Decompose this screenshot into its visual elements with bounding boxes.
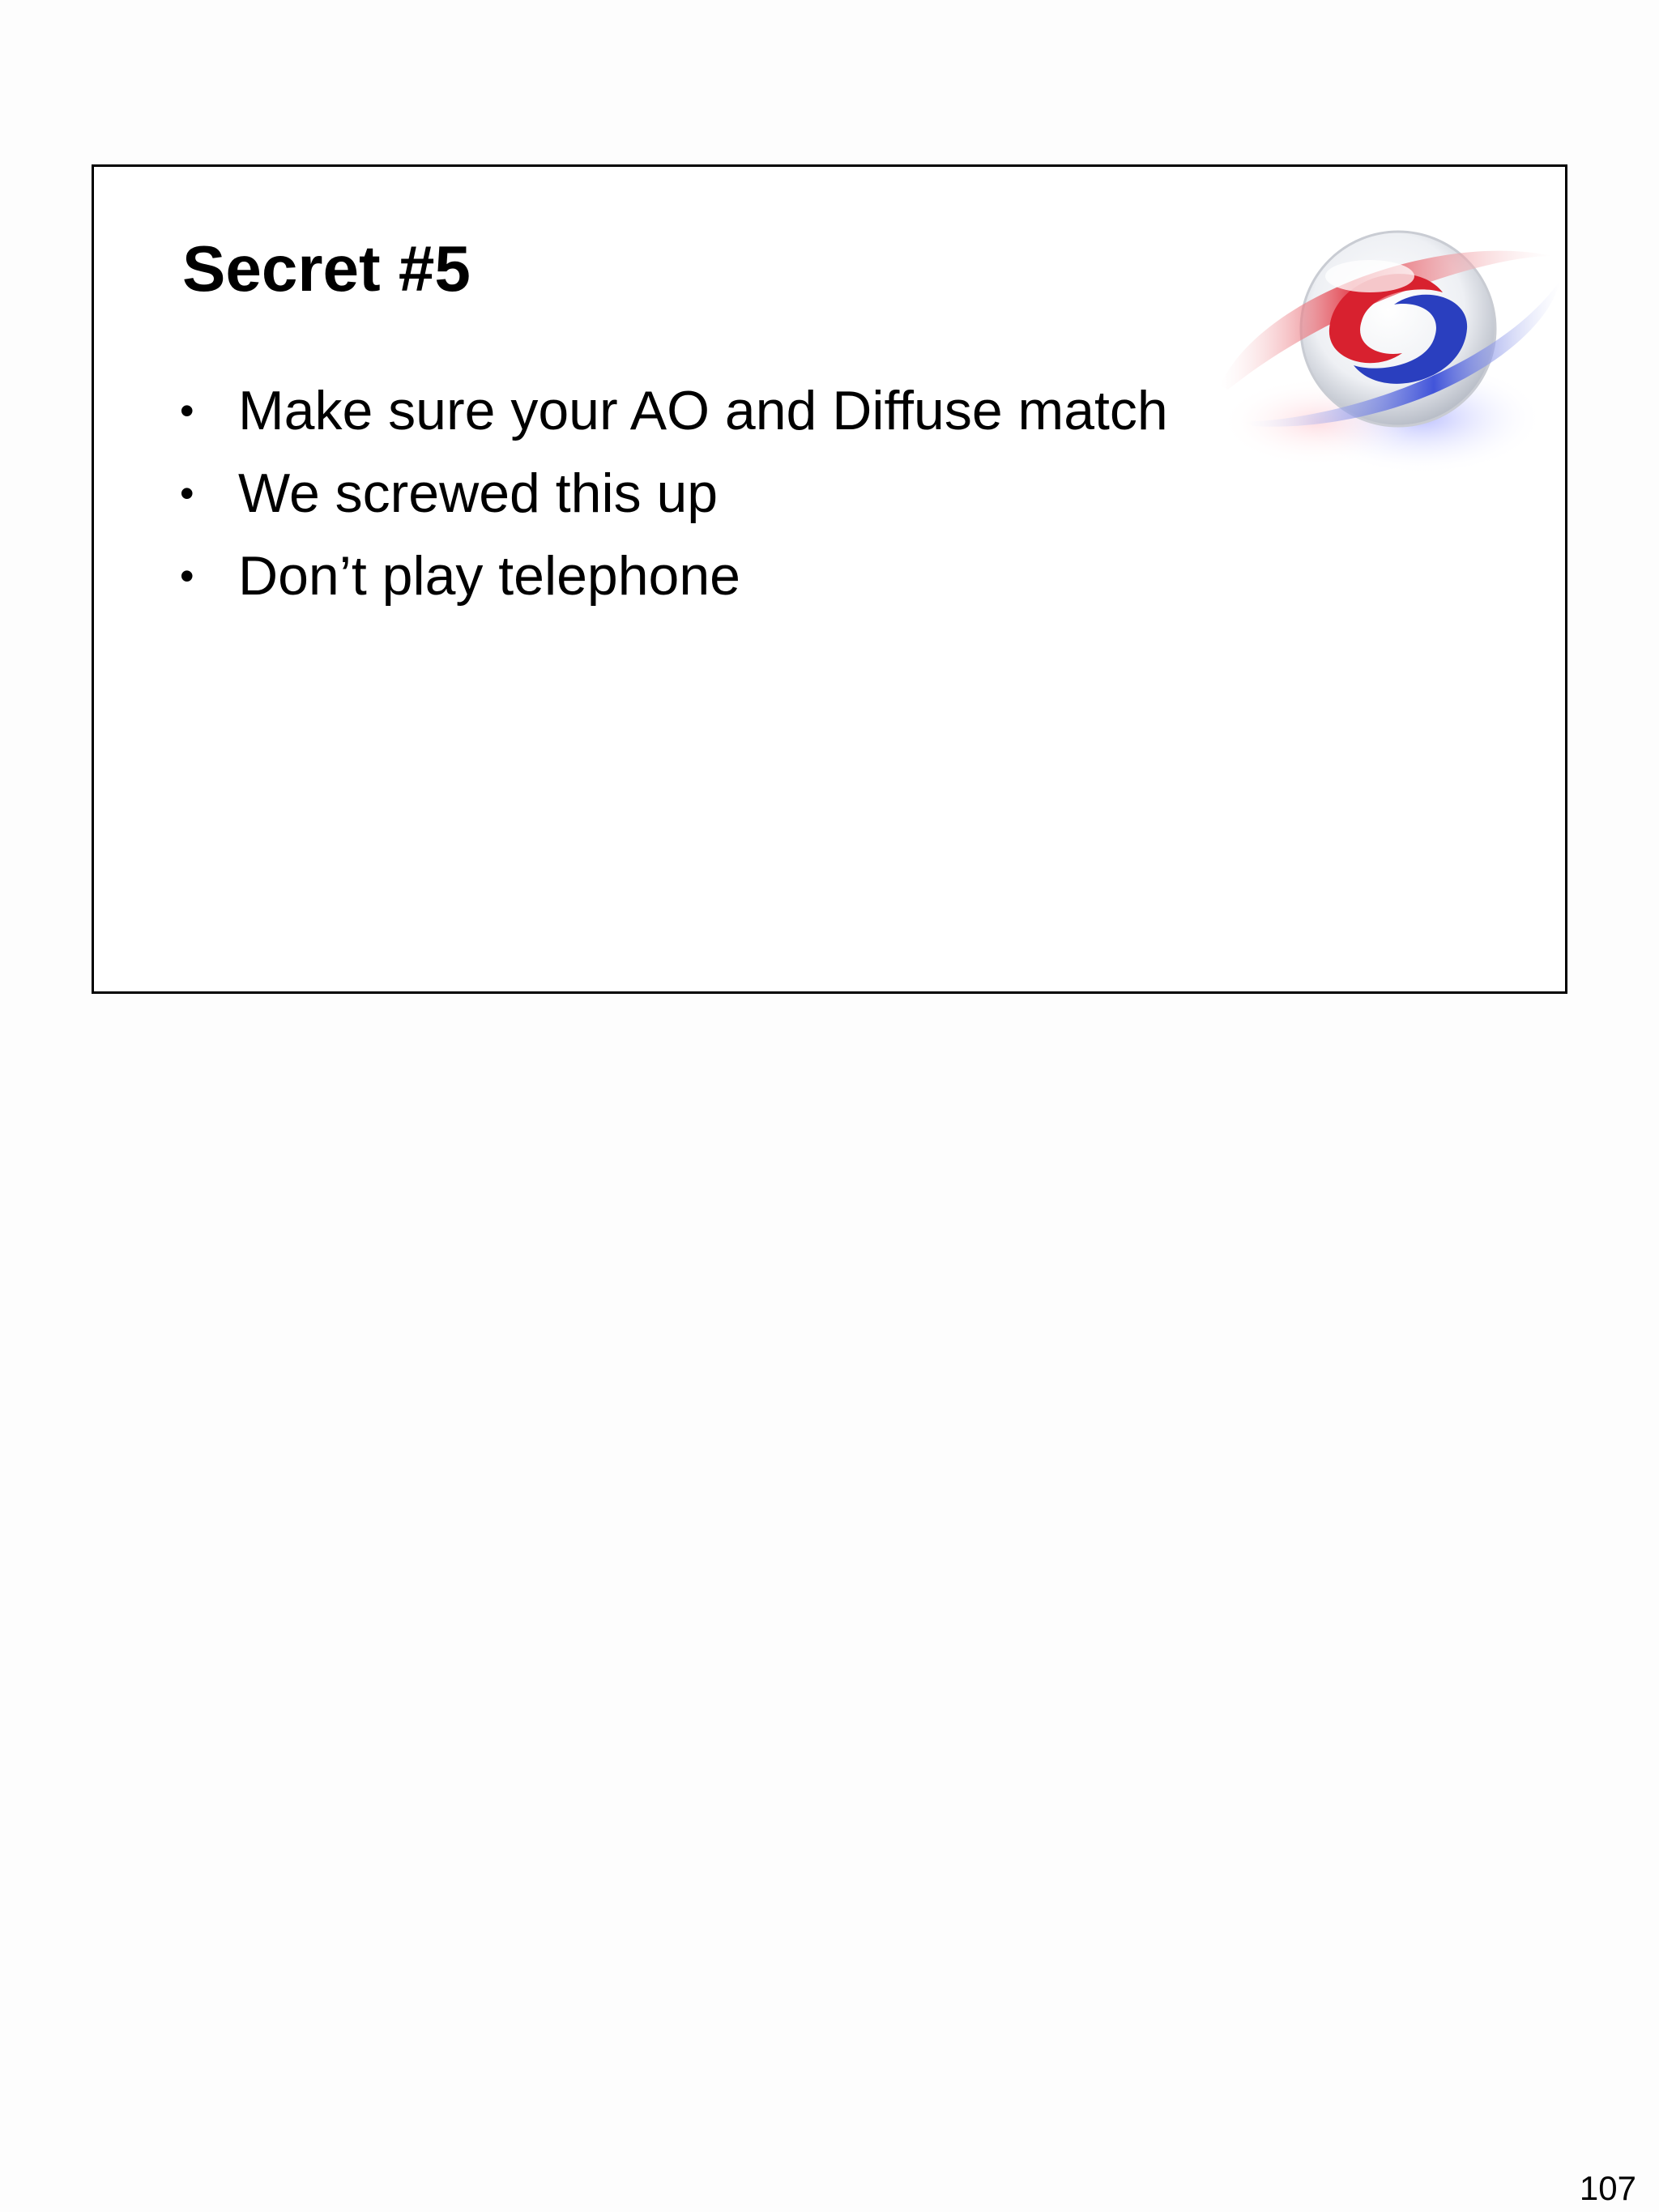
page-number: 107 xyxy=(1579,2169,1636,2207)
bullet-text: We screwed this up xyxy=(238,462,719,524)
slide-frame xyxy=(92,164,1567,994)
bullet-item xyxy=(180,535,1168,617)
bullet-text: Make sure your AO and Diffuse match xyxy=(238,380,1168,441)
bullet-text: Don’t play telephone xyxy=(238,545,741,607)
bullet-icon: • xyxy=(180,471,194,516)
bullet-item xyxy=(180,452,1168,535)
swirl-globe-logo-icon xyxy=(1196,199,1568,491)
slide-title: Secret #5 xyxy=(182,232,471,305)
bullet-list xyxy=(180,369,1168,617)
bullet-item xyxy=(180,369,1168,452)
bullet-icon: • xyxy=(180,553,194,599)
bullet-icon: • xyxy=(180,388,194,433)
